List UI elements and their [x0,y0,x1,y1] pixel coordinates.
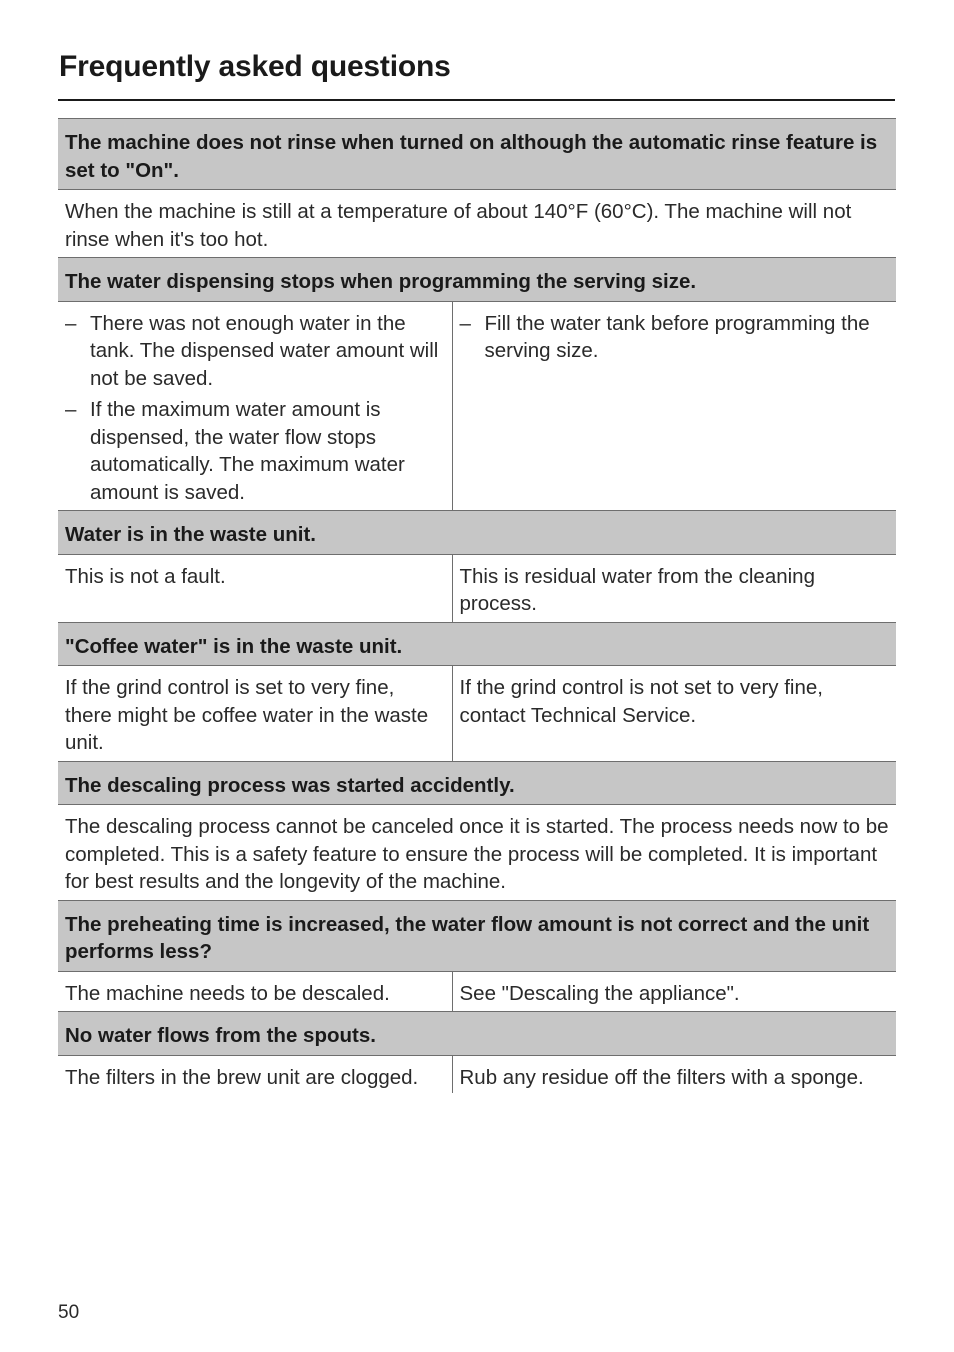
faq-question-row [58,900,896,971]
faq-table [58,118,896,1093]
faq-question-row [58,1012,896,1056]
faq-question: The preheating time is increased, the water flow amount is not correct and the unit performs less? [58,900,896,971]
faq-question-row [58,511,896,555]
faq-answer-row [58,971,896,1012]
faq-question: The descaling process was started accidently. [58,761,896,805]
remedy-list [460,310,890,365]
faq-remedy: This is residual water from the cleaning process. [459,564,815,615]
faq-question-row [58,258,896,302]
faq-cause: If the grind control is set to very fine, there might be coffee water in the waste unit. [58,666,452,762]
faq-answer: The descaling process cannot be canceled once it is started. The process needs now to be completed. This is a safety feature to ensure the process will be completed. It is important for best results and the longevity of the machine. [65,815,889,893]
list-item: – If the maximum water amount is dispensed, the water flow stops automatically. The maximum water amount is saved. [65,396,445,506]
faq-answer-row [58,554,896,622]
faq-answer: When the machine is still at a temperature of about 140°F (60°C). The machine will not rinse when it's too hot. [65,200,852,251]
faq-question: "Coffee water" is in the waste unit. [58,622,896,666]
faq-answer-row [58,805,896,901]
cause-list [65,310,445,507]
faq-question: No water flows from the spouts. [58,1012,896,1056]
faq-question: The water dispensing stops when programming the serving size. [58,258,896,302]
faq-remedy [452,301,896,511]
page-number: 50 [58,1302,80,1323]
faq-answer-row [58,1055,896,1093]
faq-question-row [58,761,896,805]
page-title: Frequently asked questions [59,50,451,83]
faq-remedy: Rub any residue off the filters with a sponge. [459,1065,864,1089]
faq-question-row [58,622,896,666]
list-item: – There was not enough water in the tank. The dispensed water amount will not be saved. [65,310,445,393]
faq-cause [58,301,452,511]
faq-answer-row [58,301,896,511]
faq-answer-row [58,190,896,258]
list-item: – Fill the water tank before programming the serving size. [460,310,890,365]
faq-cause: This is not a fault. [58,554,452,622]
faq-question: Water is in the waste unit. [58,511,896,555]
faq-cause: The machine needs to be descaled. [58,971,452,1012]
faq-answer-row [58,666,896,762]
faq-remedy: If the grind control is not set to very fine, contact Technical Service. [459,676,823,727]
faq-question: The machine does not rinse when turned on although the automatic rinse feature is set to "On". [58,119,896,190]
faq-cause: The filters in the brew unit are clogged. [58,1055,452,1093]
faq-question-row [58,119,896,190]
title-rule [58,99,895,101]
faq-remedy: See "Descaling the appliance". [459,981,740,1005]
